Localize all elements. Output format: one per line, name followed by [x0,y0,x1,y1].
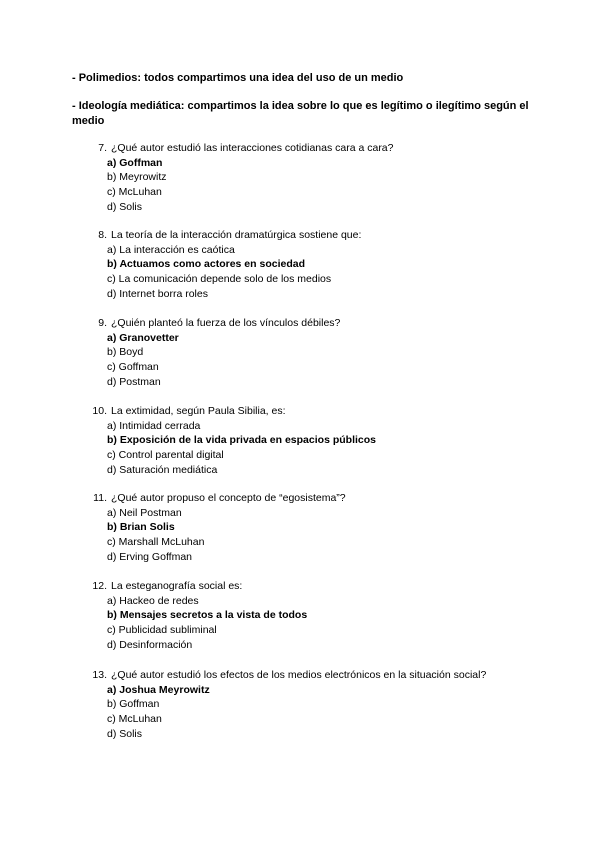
option-b: b) Goffman [107,698,160,711]
option-a: a) La interacción es caótica [107,243,235,256]
option-c: c) McLuhan [107,713,162,726]
option-c: c) McLuhan [107,186,162,199]
question-number: 9. [98,317,107,329]
question-11 [90,491,550,565]
option-d: d) Saturación mediática [107,463,218,476]
question-13 [90,668,550,742]
question-7 [90,141,550,215]
option-a: a) Hackeo de redes [107,594,199,607]
question-number: 8. [98,229,107,241]
question-8 [90,228,550,302]
intro-polimedios: - Polimedios: todos compartimos una idea del uso de un medio [72,72,404,84]
option-d: d) Postman [107,375,161,388]
option-d: d) Desinformación [107,638,193,651]
intro-ideologia-mediatica: - Ideología mediática: compartimos la idea sobre lo que es legítimo o ilegítimo según el medio [72,100,529,127]
option-a: a) Intimidad cerrada [107,419,201,432]
question-number: 13. [92,669,107,681]
option-d: d) Erving Goffman [107,550,193,563]
option-c: c) La comunicación depende solo de los medios [107,273,332,286]
option-c: c) Control parental digital [107,449,224,462]
option-b: b) Mensajes secretos a la vista de todos [107,609,308,622]
option-a: a) Granovetter [107,331,179,344]
option-a: a) Joshua Meyrowitz [107,683,210,696]
question-number: 7. [98,142,107,154]
question-stem: ¿Qué autor propuso el concepto de “egosistema”? [111,492,346,504]
question-stem: La extimidad, según Paula Sibilia, es: [111,405,286,417]
question-number: 12. [92,580,107,592]
option-c: c) Marshall McLuhan [107,536,205,549]
option-d: d) Solis [107,727,143,740]
option-b: b) Exposición de la vida privada en espacios públicos [107,434,376,447]
option-c: c) Goffman [107,361,159,374]
question-stem: ¿Quién planteó la fuerza de los vínculos débiles? [111,317,341,329]
option-b: b) Meyrowitz [107,171,167,184]
question-stem: ¿Qué autor estudió los efectos de los medios electrónicos en la situación social? [111,669,487,681]
question-9 [90,316,550,390]
question-number: 10. [92,405,107,417]
question-stem: ¿Qué autor estudió las interacciones cotidianas cara a cara? [111,142,394,154]
option-b: b) Boyd [107,346,144,359]
option-b: b) Brian Solis [107,521,175,534]
option-a: a) Goffman [107,156,163,169]
option-b: b) Actuamos como actores en sociedad [107,258,305,271]
question-stem: La esteganografía social es: [111,580,243,592]
option-d: d) Solis [107,200,143,213]
question-12 [90,579,550,653]
option-a: a) Neil Postman [107,506,182,519]
question-number: 11. [93,492,107,504]
option-d: d) Internet borra roles [107,287,208,300]
option-c: c) Publicidad subliminal [107,624,217,637]
question-10 [90,404,550,478]
question-stem: La teoría de la interacción dramatúrgica sostiene que: [111,229,362,241]
